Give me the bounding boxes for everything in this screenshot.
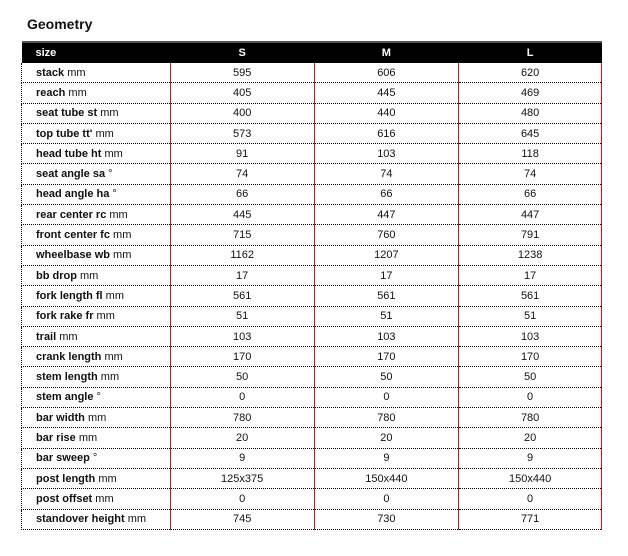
measure-name: bar sweep bbox=[36, 452, 90, 465]
value-cell-m: 74 bbox=[314, 164, 459, 184]
value-cell-m: 170 bbox=[314, 347, 459, 367]
measure-name: post length bbox=[36, 472, 96, 485]
row-label bbox=[22, 184, 171, 204]
measure-unit: mm bbox=[104, 350, 123, 363]
table-row bbox=[22, 347, 602, 367]
value-cell-l: 17 bbox=[459, 265, 602, 285]
value-cell-s: 1162 bbox=[170, 245, 314, 265]
value-cell-s: 170 bbox=[170, 347, 314, 367]
measure-name: seat tube st bbox=[36, 107, 98, 120]
table-row bbox=[22, 63, 602, 83]
measure-unit: ° bbox=[108, 168, 113, 181]
header-row bbox=[22, 42, 602, 63]
table-row bbox=[22, 286, 602, 306]
measure-unit: mm bbox=[78, 431, 98, 444]
measure-name: wheelbase wb bbox=[36, 249, 110, 262]
measure-name: stack bbox=[36, 66, 65, 79]
value-cell-l: 480 bbox=[459, 103, 602, 123]
row-label bbox=[22, 448, 171, 468]
measure-name: head angle ha bbox=[36, 188, 110, 201]
value-cell-m: 0 bbox=[314, 489, 459, 509]
value-cell-s: 0 bbox=[170, 489, 314, 509]
measure-unit: mm bbox=[95, 492, 114, 505]
measure-unit: mm bbox=[105, 289, 124, 302]
row-label bbox=[22, 144, 171, 164]
measure-unit: mm bbox=[80, 269, 99, 282]
measure-unit: mm bbox=[100, 371, 120, 384]
value-cell-m: 447 bbox=[314, 205, 459, 225]
value-cell-l: 1238 bbox=[459, 245, 602, 265]
value-cell-s: 66 bbox=[170, 184, 314, 204]
value-cell-s: 20 bbox=[170, 428, 314, 448]
value-cell-s: 74 bbox=[170, 164, 314, 184]
value-cell-l: 118 bbox=[459, 144, 602, 164]
value-cell-l: 791 bbox=[459, 225, 602, 245]
row-label bbox=[22, 326, 171, 346]
value-cell-m: 9 bbox=[314, 448, 459, 468]
table-row bbox=[22, 408, 602, 428]
row-label bbox=[22, 428, 171, 448]
row-label bbox=[22, 387, 171, 407]
value-cell-l: 447 bbox=[459, 205, 602, 225]
header-s: S bbox=[170, 42, 314, 63]
table-row bbox=[22, 164, 602, 184]
table-row bbox=[22, 509, 602, 529]
section-title: Geometry bbox=[27, 16, 93, 32]
value-cell-l: 645 bbox=[459, 123, 602, 143]
row-label bbox=[22, 123, 171, 143]
value-cell-l: 561 bbox=[459, 286, 602, 306]
value-cell-s: 715 bbox=[170, 225, 314, 245]
table-row bbox=[22, 448, 602, 468]
table-row bbox=[22, 225, 602, 245]
table-row bbox=[22, 387, 602, 407]
measure-name: fork rake fr bbox=[36, 310, 94, 323]
value-cell-s: 595 bbox=[170, 63, 314, 83]
value-cell-m: 51 bbox=[314, 306, 459, 326]
value-cell-l: 170 bbox=[459, 347, 602, 367]
value-cell-l: 20 bbox=[459, 428, 602, 448]
measure-name: fork length fl bbox=[36, 289, 103, 302]
value-cell-m: 561 bbox=[314, 286, 459, 306]
measure-unit: mm bbox=[104, 147, 123, 160]
value-cell-m: 150x440 bbox=[314, 468, 459, 488]
value-cell-l: 103 bbox=[459, 326, 602, 346]
value-cell-s: 405 bbox=[170, 83, 314, 103]
measure-name: post offset bbox=[36, 492, 93, 505]
table-row bbox=[22, 103, 602, 123]
measure-unit: mm bbox=[67, 66, 86, 79]
measure-name: stem length bbox=[36, 371, 98, 384]
measure-unit: ° bbox=[96, 391, 101, 404]
value-cell-m: 20 bbox=[314, 428, 459, 448]
row-label bbox=[22, 245, 171, 265]
measure-unit: mm bbox=[87, 411, 107, 424]
measure-name: crank length bbox=[36, 350, 102, 363]
geometry-table bbox=[21, 41, 602, 530]
header-size: size bbox=[22, 42, 171, 63]
value-cell-m: 103 bbox=[314, 144, 459, 164]
value-cell-l: 0 bbox=[459, 489, 602, 509]
value-cell-l: 469 bbox=[459, 83, 602, 103]
value-cell-l: 0 bbox=[459, 387, 602, 407]
value-cell-s: 17 bbox=[170, 265, 314, 285]
measure-unit: mm bbox=[96, 310, 115, 323]
measure-name: head tube ht bbox=[36, 147, 102, 160]
row-label bbox=[22, 164, 171, 184]
row-label bbox=[22, 347, 171, 367]
table-row bbox=[22, 83, 602, 103]
row-label bbox=[22, 468, 171, 488]
value-cell-m: 445 bbox=[314, 83, 459, 103]
value-cell-m: 616 bbox=[314, 123, 459, 143]
value-cell-l: 66 bbox=[459, 184, 602, 204]
measure-unit: mm bbox=[113, 249, 132, 262]
measure-name: trail bbox=[36, 330, 57, 343]
measure-unit: mm bbox=[127, 513, 147, 526]
measure-name: front center fc bbox=[36, 229, 110, 242]
header-l: L bbox=[459, 42, 602, 63]
table-row bbox=[22, 205, 602, 225]
table-row bbox=[22, 306, 602, 326]
measure-unit: mm bbox=[113, 229, 132, 242]
value-cell-s: 50 bbox=[170, 367, 314, 387]
measure-unit: mm bbox=[98, 472, 117, 485]
row-label bbox=[22, 367, 171, 387]
measure-name: rear center rc bbox=[36, 208, 107, 221]
value-cell-l: 771 bbox=[459, 509, 602, 529]
value-cell-s: 445 bbox=[170, 205, 314, 225]
value-cell-m: 730 bbox=[314, 509, 459, 529]
row-label bbox=[22, 205, 171, 225]
measure-name: standover height bbox=[36, 513, 125, 526]
value-cell-l: 74 bbox=[459, 164, 602, 184]
value-cell-l: 9 bbox=[459, 448, 602, 468]
measure-unit: mm bbox=[109, 208, 128, 221]
value-cell-s: 400 bbox=[170, 103, 314, 123]
value-cell-m: 1207 bbox=[314, 245, 459, 265]
value-cell-s: 125x375 bbox=[170, 468, 314, 488]
value-cell-s: 9 bbox=[170, 448, 314, 468]
table-row bbox=[22, 367, 602, 387]
value-cell-l: 51 bbox=[459, 306, 602, 326]
value-cell-m: 780 bbox=[314, 408, 459, 428]
value-cell-l: 150x440 bbox=[459, 468, 602, 488]
value-cell-s: 745 bbox=[170, 509, 314, 529]
table-row bbox=[22, 184, 602, 204]
value-cell-s: 103 bbox=[170, 326, 314, 346]
row-label bbox=[22, 509, 171, 529]
row-label bbox=[22, 83, 171, 103]
row-label bbox=[22, 408, 171, 428]
value-cell-m: 17 bbox=[314, 265, 459, 285]
value-cell-s: 91 bbox=[170, 144, 314, 164]
header-m: M bbox=[314, 42, 459, 63]
value-cell-l: 50 bbox=[459, 367, 602, 387]
value-cell-l: 780 bbox=[459, 408, 602, 428]
row-label bbox=[22, 489, 171, 509]
row-label bbox=[22, 286, 171, 306]
measure-name: bar rise bbox=[36, 431, 76, 444]
value-cell-m: 606 bbox=[314, 63, 459, 83]
table-row bbox=[22, 245, 602, 265]
table-row bbox=[22, 144, 602, 164]
value-cell-m: 0 bbox=[314, 387, 459, 407]
measure-unit: mm bbox=[68, 86, 87, 99]
row-label bbox=[22, 265, 171, 285]
measure-name: bb drop bbox=[36, 269, 77, 282]
measure-name: top tube tt' bbox=[36, 127, 93, 140]
measure-name: seat angle sa bbox=[36, 168, 106, 181]
value-cell-m: 440 bbox=[314, 103, 459, 123]
table-row bbox=[22, 326, 602, 346]
table-row bbox=[22, 489, 602, 509]
value-cell-s: 561 bbox=[170, 286, 314, 306]
measure-name: bar width bbox=[36, 411, 85, 424]
table-row bbox=[22, 468, 602, 488]
measure-unit: mm bbox=[100, 107, 119, 120]
value-cell-m: 50 bbox=[314, 367, 459, 387]
measure-unit: ° bbox=[112, 188, 117, 201]
row-label bbox=[22, 225, 171, 245]
table-row bbox=[22, 123, 602, 143]
row-label bbox=[22, 306, 171, 326]
value-cell-m: 66 bbox=[314, 184, 459, 204]
measure-unit: mm bbox=[95, 127, 114, 140]
value-cell-s: 51 bbox=[170, 306, 314, 326]
measure-name: stem angle bbox=[36, 391, 94, 404]
row-label bbox=[22, 103, 171, 123]
value-cell-s: 780 bbox=[170, 408, 314, 428]
value-cell-m: 103 bbox=[314, 326, 459, 346]
measure-unit: mm bbox=[59, 330, 78, 343]
measure-unit: ° bbox=[92, 452, 98, 465]
row-label bbox=[22, 63, 171, 83]
value-cell-s: 573 bbox=[170, 123, 314, 143]
value-cell-m: 760 bbox=[314, 225, 459, 245]
measure-name: reach bbox=[36, 86, 66, 99]
table-row bbox=[22, 265, 602, 285]
value-cell-l: 620 bbox=[459, 63, 602, 83]
value-cell-s: 0 bbox=[170, 387, 314, 407]
table-row bbox=[22, 428, 602, 448]
